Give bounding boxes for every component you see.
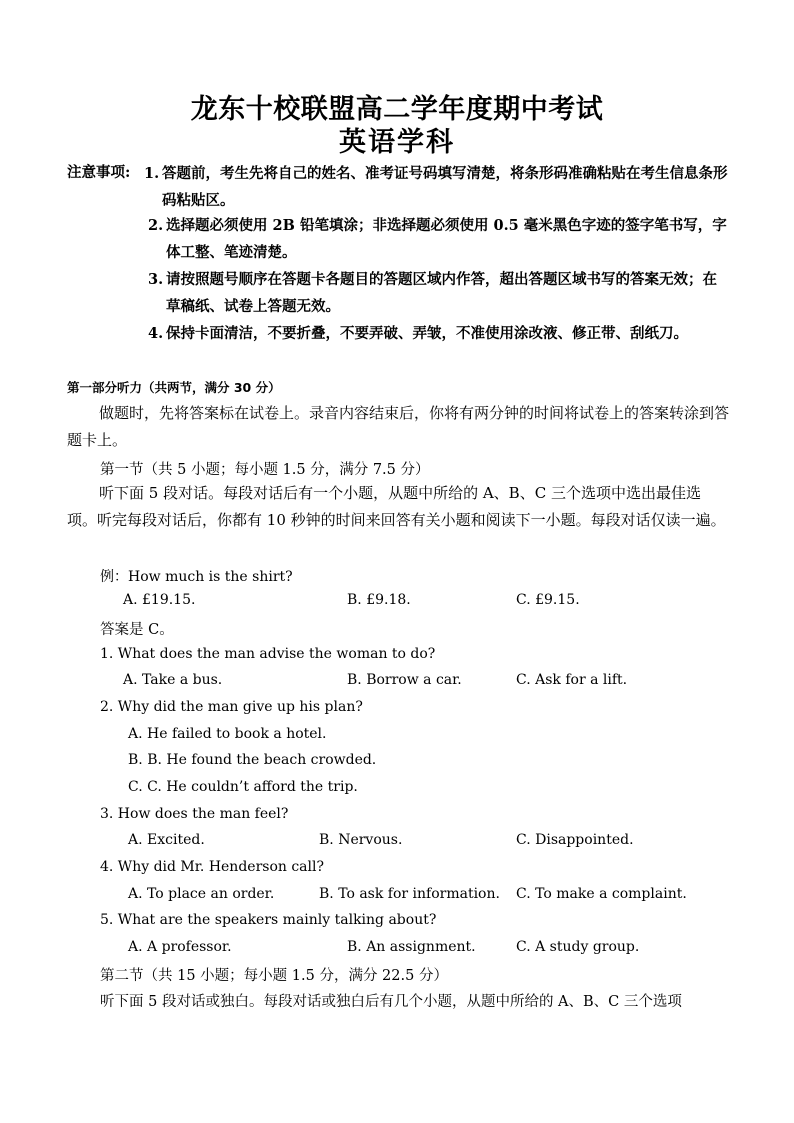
example-option-b: B. £9.18.	[347, 592, 411, 608]
example-option-c: C. £9.15.	[516, 592, 580, 608]
section2-title: 第二节（共 15 小题；每小题 1.5 分，满分 22.5 分）	[100, 968, 448, 984]
question-1: 1. What does the man advise the woman to do?	[100, 646, 436, 662]
section2-instruction: 听下面 5 段对话或独白。每段对话或独白后有几个小题，从题中所给的 A、B、C 三个选项	[100, 994, 682, 1010]
q2-option-c: C. C. He couldn’t afford the trip.	[128, 779, 358, 795]
q4-option-b: B. To ask for information.	[319, 886, 500, 902]
example-question: 例：How much is the shirt?	[100, 569, 293, 585]
section1-title: 第一节（共 5 小题；每小题 1.5 分，满分 7.5 分）	[100, 462, 430, 478]
question-3: 3. How does the man feel?	[100, 806, 289, 822]
q4-option-a: A. To place an order.	[128, 886, 275, 902]
q5-option-c: C. A study group.	[516, 939, 640, 955]
notice-item-number: 1.	[144, 165, 160, 182]
q1-option-c: C. Ask for a lift.	[516, 672, 628, 688]
exam-subject: 英语学科	[339, 127, 455, 158]
part1-intro: 做题时，先将答案标在试卷上。录音内容结束后，你将有两分钟的时间将试卷上的答案转涂到答题卡上。	[67, 404, 730, 449]
example-answer: 答案是 C。	[100, 622, 174, 638]
notice-item-number: 2.	[148, 217, 164, 234]
notice-item-4	[148, 320, 728, 347]
q3-option-c: C. Disappointed.	[516, 832, 634, 848]
notice-item-number: 4.	[148, 325, 164, 342]
notice-item-text: 答题前，考生先将自己的姓名、准考证号码填写清楚，将条形码准确粘贴在考生信息条形码粘贴区。	[162, 165, 728, 209]
question-2: 2. Why did the man give up his plan?	[100, 699, 363, 715]
q2-option-b: B. B. He found the beach crowded.	[128, 752, 377, 768]
q2-option-a: A. He failed to book a hotel.	[128, 726, 327, 742]
section1-instruction: 听下面 5 段对话。每段对话后有一个小题，从题中所给的 A、B、C 三个选项中选出最佳选项。听完每段对话后，你都有 10 秒钟的时间来回答有关小题和阅读下一小题。每段对话仅读一遍。	[67, 484, 726, 529]
q3-option-b: B. Nervous.	[319, 832, 403, 848]
q4-option-c: C. To make a complaint.	[516, 886, 687, 902]
notice-item-3	[148, 266, 728, 320]
question-5: 5. What are the speakers mainly talking about?	[100, 912, 437, 928]
q1-option-a: A. Take a bus.	[123, 672, 223, 688]
notice-item-1	[144, 160, 728, 214]
notice-label: 注意事项:	[67, 164, 131, 181]
notice-item-text: 请按照题号顺序在答题卡各题目的答题区域内作答，超出答题区域书写的答案无效；在草稿纸、试卷上答题无效。	[166, 271, 717, 315]
notice-item-number: 3.	[148, 271, 164, 288]
q5-option-b: B. An assignment.	[347, 939, 476, 955]
notice-item-2	[148, 212, 728, 266]
q5-option-a: A. A professor.	[128, 939, 232, 955]
q1-option-b: B. Borrow a car.	[347, 672, 462, 688]
part1-title: 第一部分听力（共两节，满分 30 分）	[67, 380, 281, 395]
notice-item-text: 保持卡面清洁，不要折叠，不要弄破、弄皱，不准使用涂改液、修正带、刮纸刀。	[166, 325, 688, 342]
question-4: 4. Why did Mr. Henderson call?	[100, 859, 324, 875]
example-option-a: A. £19.15.	[123, 592, 196, 608]
exam-title: 龙东十校联盟高二学年度期中考试	[190, 94, 604, 125]
q3-option-a: A. Excited.	[128, 832, 205, 848]
notice-item-text: 选择题必须使用 2B 铅笔填涂；非选择题必须使用 0.5 毫米黑色字迹的签字笔书写，字体工整、笔迹清楚。	[166, 217, 727, 261]
